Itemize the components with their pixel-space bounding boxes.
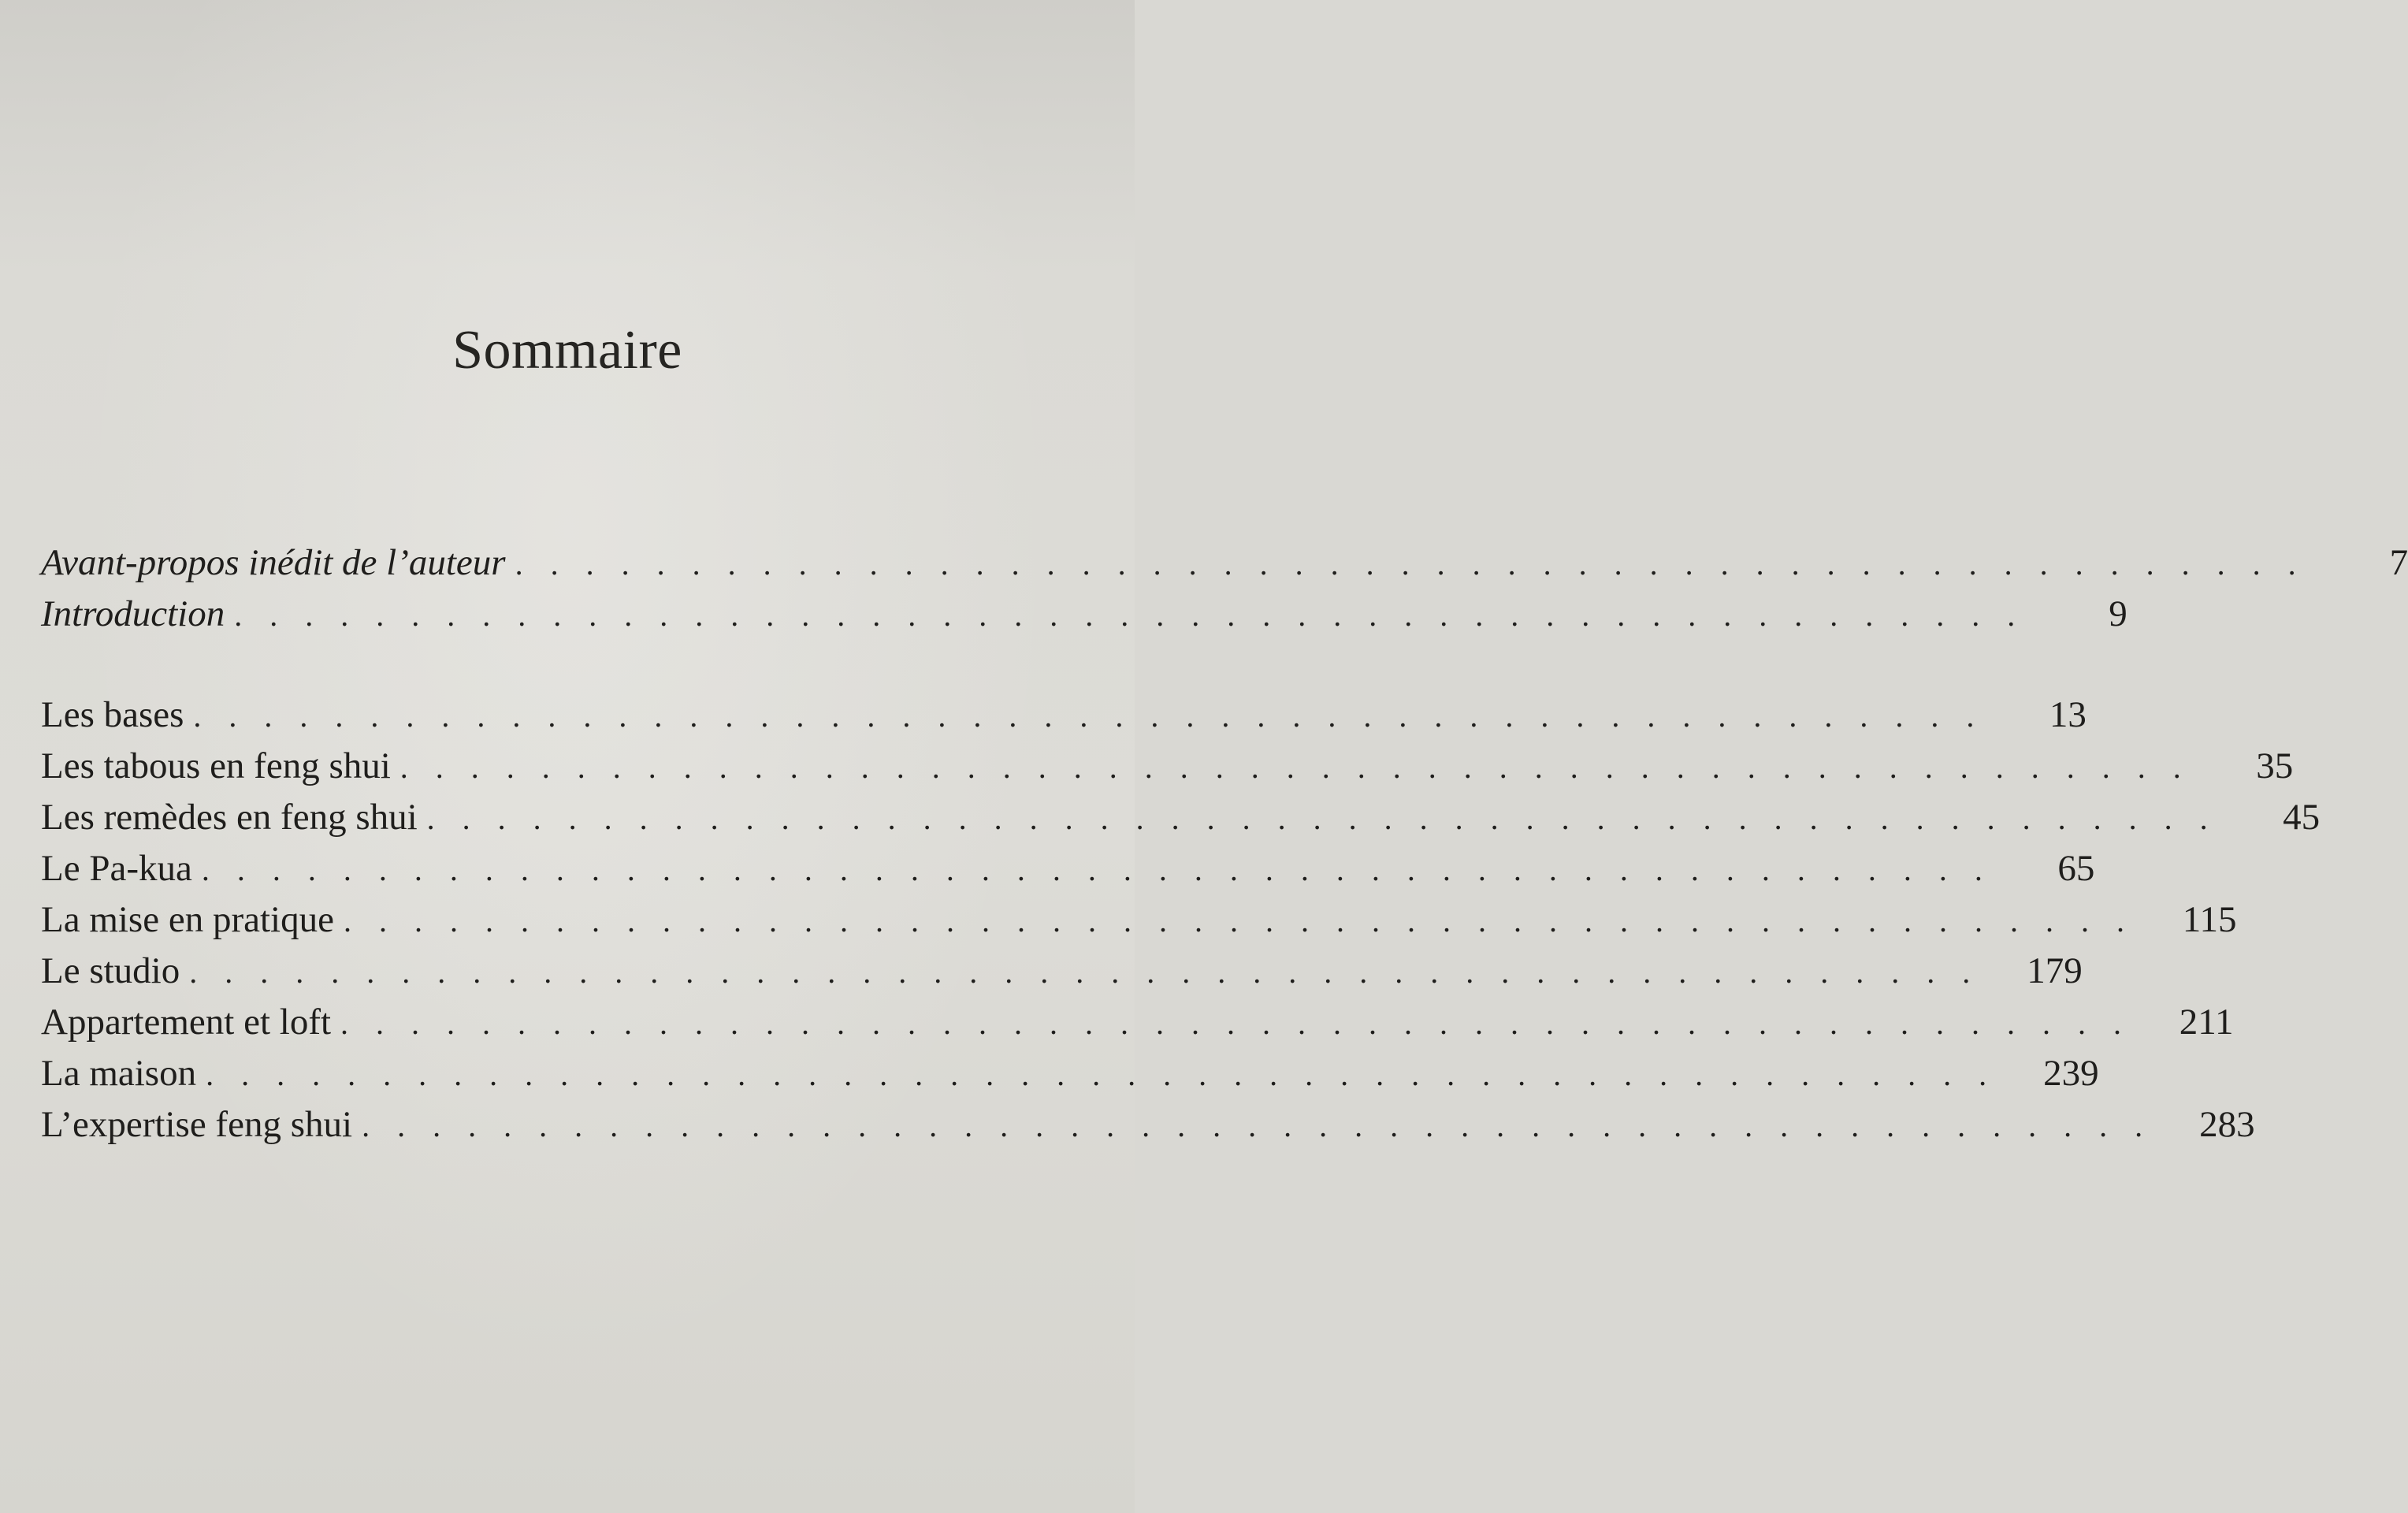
toc-entry-label: La maison — [41, 1053, 197, 1094]
toc-entry-page: 211 — [2179, 1002, 2234, 1043]
dot-leader: . . . . . . . . . . . . . . . . . . . . . . . . . . . . . . . . . . . . . . . . . . . . . . . . . . . — [201, 852, 1993, 887]
toc-entry-label: Introduction — [41, 593, 225, 634]
toc-entry — [41, 1099, 2255, 1151]
toc-entry-label: Le studio — [41, 950, 180, 991]
toc-entry-label: Le Pa-kua — [41, 848, 192, 889]
toc-entry-page: 283 — [2199, 1104, 2255, 1145]
toc-entry-label: La mise en pratique — [41, 899, 334, 940]
toc-entry — [41, 997, 2234, 1048]
dot-leader: . . . . . . . . . . . . . . . . . . . . . . . . . . . . . . . . . . . . . . . . . . . . . . . . . . . — [426, 801, 2218, 836]
dot-leader: . . . . . . . . . . . . . . . . . . . . . . . . . . . . . . . . . . . . . . . . . . . . . . . . . . . — [362, 1108, 2153, 1143]
toc-entry — [41, 1048, 2099, 1099]
toc-entry-label: Appartement et loft — [41, 1002, 332, 1043]
dot-leader: . . . . . . . . . . . . . . . . . . . . . . . . . . . . . . . . . . . . . . . . . . . . . . . . . . . — [193, 698, 1984, 734]
toc-entry-label: Les remèdes en feng shui — [41, 797, 418, 838]
toc-entry-page: 115 — [2182, 899, 2237, 940]
toc-entry — [41, 741, 2294, 792]
toc-entry-page: 239 — [2043, 1053, 2099, 1094]
toc-entry-label: Avant-propos inédit de l’auteur — [41, 542, 506, 583]
toc-entry-page: 9 — [2109, 593, 2127, 634]
dot-leader: . . . . . . . . . . . . . . . . . . . . . . . . . . . . . . . . . . . . . . . . . . . . . . . . . . . — [189, 954, 1980, 990]
dot-leader: . . . . . . . . . . . . . . . . . . . . . . . . . . . . . . . . . . . . . . . . . . . . . . . . . . . — [343, 903, 2135, 939]
dot-leader: . . . . . . . . . . . . . . . . . . . . . . . . . . . . . . . . . . . . . . . . . . . . . . . . . . . — [340, 1006, 2131, 1041]
toc-entry — [41, 589, 2127, 640]
front-matter-list — [41, 537, 2408, 640]
toc-entry-label: Les tabous en feng shui — [41, 745, 391, 786]
toc-entry-page: 35 — [2256, 745, 2294, 786]
dot-leader: . . . . . . . . . . . . . . . . . . . . . . . . . . . . . . . . . . . . . . . . . . . . . . . . . . . — [206, 1057, 1997, 1092]
chapter-list — [41, 690, 2321, 1151]
toc-entry-page: 65 — [2057, 848, 2095, 889]
toc-entry — [41, 894, 2237, 946]
toc-entry — [41, 690, 2087, 741]
page-title: Sommaire — [452, 320, 682, 381]
toc-entry-page: 7 — [2389, 542, 2408, 583]
toc-entry — [41, 792, 2321, 843]
toc-entry-page: 45 — [2283, 797, 2321, 838]
toc-entry-page: 13 — [2049, 694, 2087, 735]
toc-entry — [41, 843, 2095, 894]
toc-entry-label: L’expertise feng shui — [41, 1104, 353, 1145]
toc-entry — [41, 537, 2408, 589]
dot-leader: . . . . . . . . . . . . . . . . . . . . . . . . . . . . . . . . . . . . . . . . . . . . . . . . . . . — [399, 749, 2191, 785]
toc-entry — [41, 946, 2083, 997]
dot-leader: . . . . . . . . . . . . . . . . . . . . . . . . . . . . . . . . . . . . . . . . . . . . . . . . . . . — [515, 546, 2306, 582]
toc-entry-page: 179 — [2027, 950, 2083, 991]
toc-entry-label: Les bases — [41, 694, 184, 735]
dot-leader: . . . . . . . . . . . . . . . . . . . . . . . . . . . . . . . . . . . . . . . . . . . . . . . . . . . — [234, 597, 2025, 633]
